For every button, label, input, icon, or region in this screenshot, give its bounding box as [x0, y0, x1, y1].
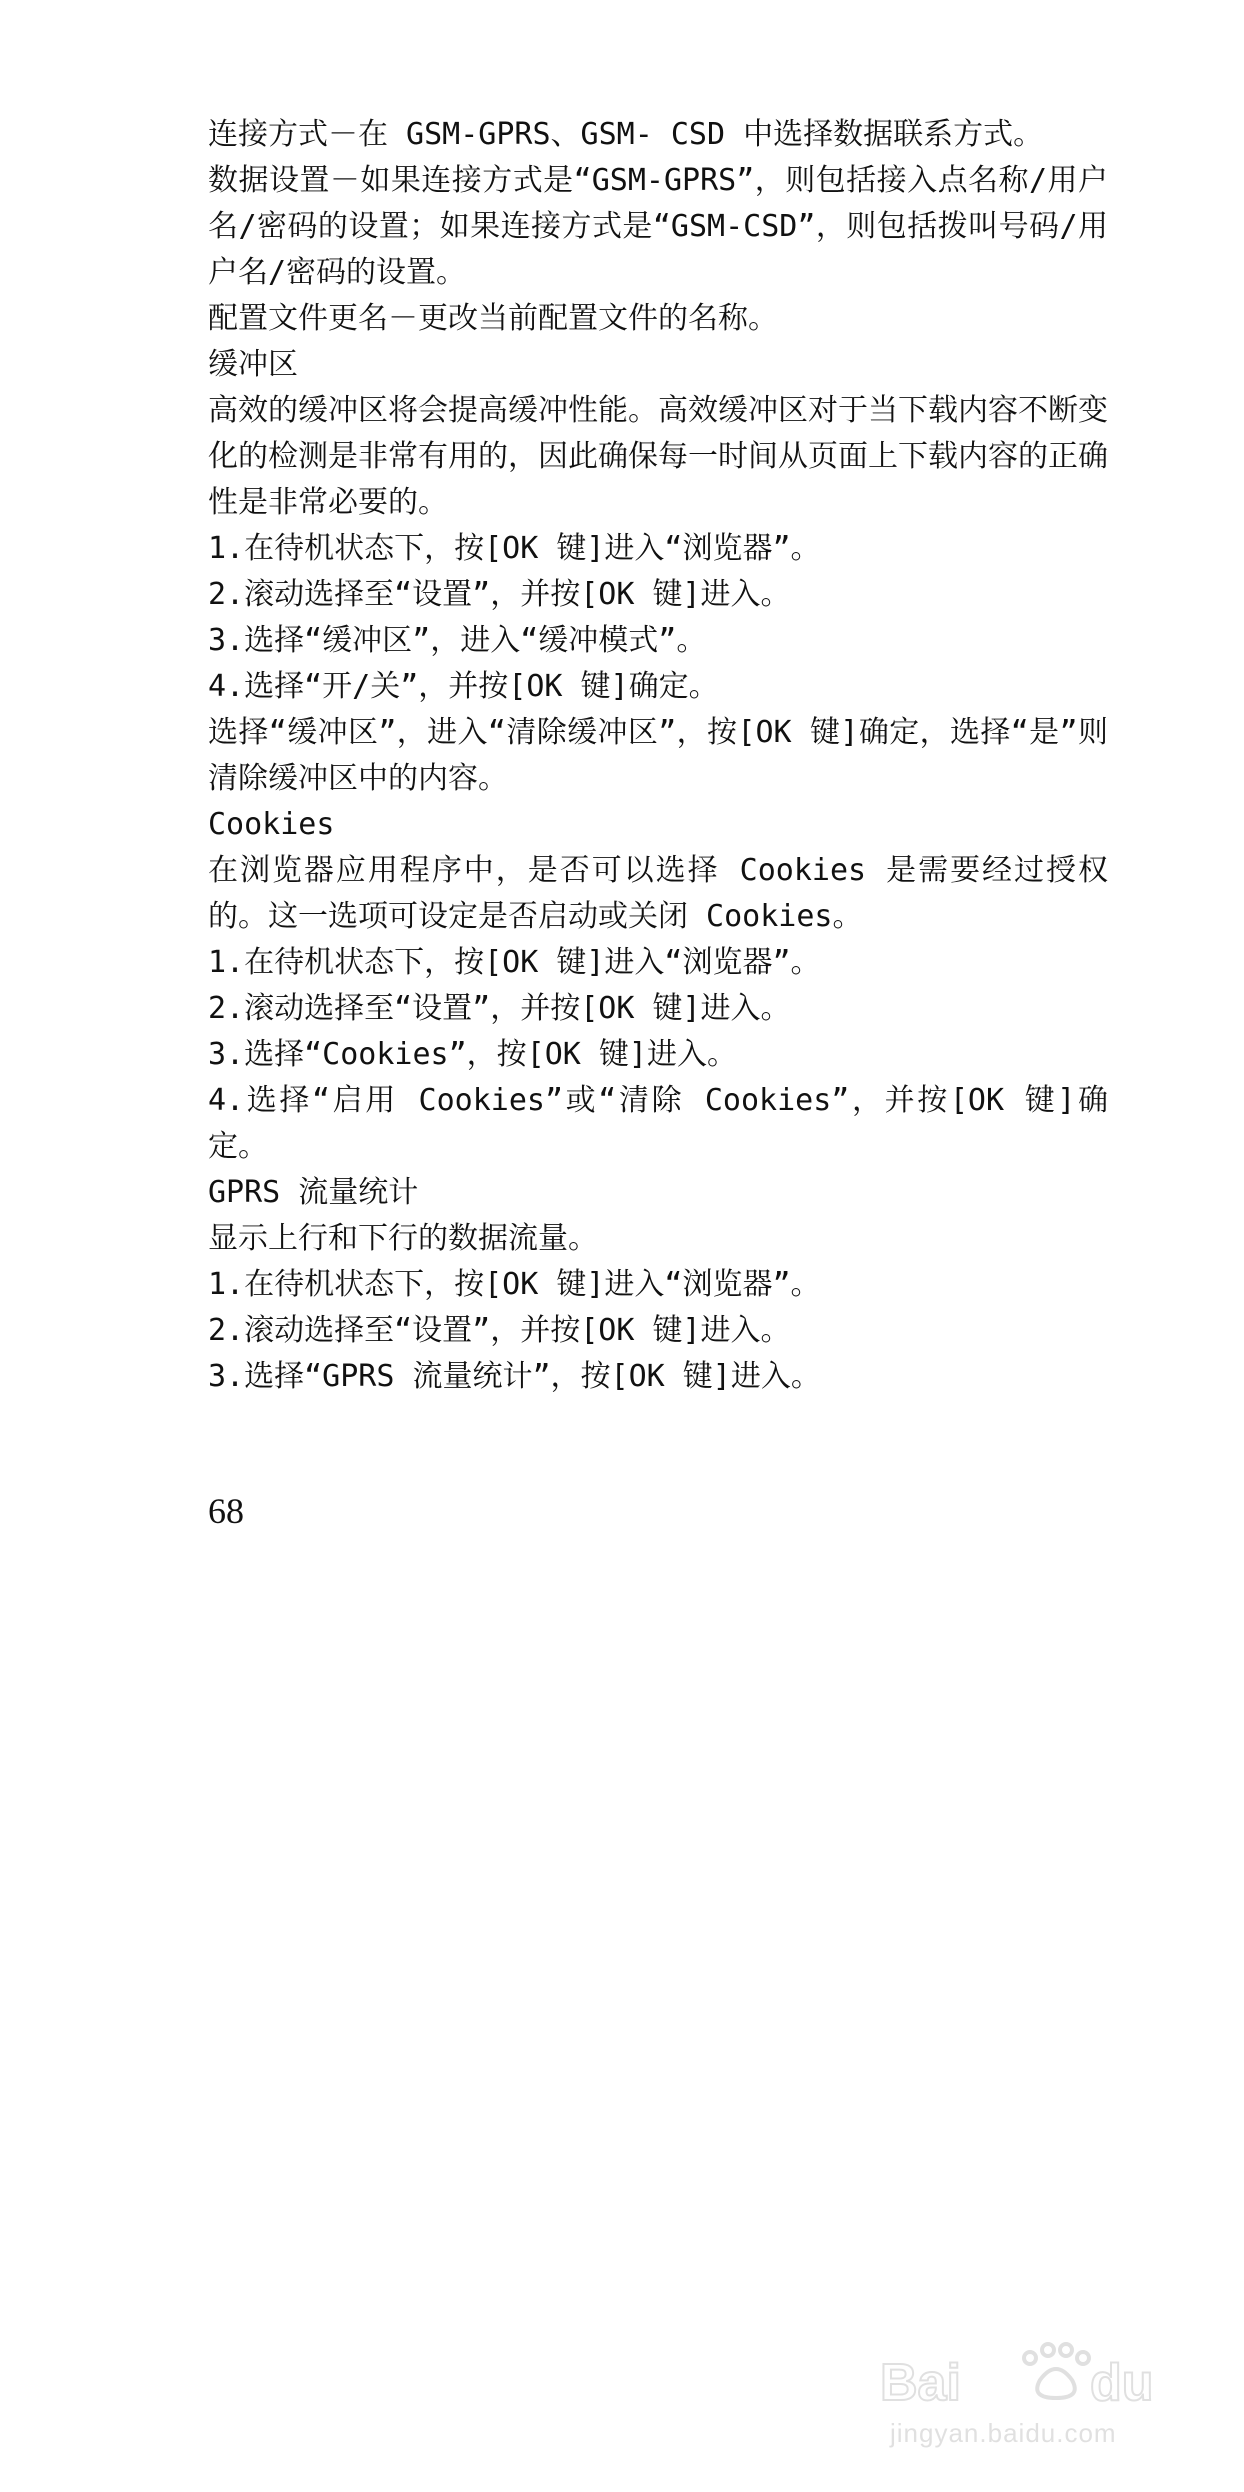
svg-text:du: du — [1090, 2354, 1154, 2410]
heading-gprs-stats: GPRS 流量统计 — [208, 1175, 419, 1210]
paragraph-connection-mode: 连接方式－在 GSM-GPRS、GSM- CSD 中选择数据联系方式。 — [208, 117, 1044, 152]
gprs-step-2: 2.滚动选择至“设置”，并按[OK 键]进入。 — [208, 1313, 791, 1348]
paragraph-profile-rename: 配置文件更名－更改当前配置文件的名称。 — [208, 301, 778, 336]
cache-step-3: 3.选择“缓冲区”，进入“缓冲模式”。 — [208, 623, 707, 658]
paragraph-clear-cache: 选择“缓冲区”，进入“清除缓冲区”，按[OK 键]确定，选择“是”则清除缓冲区中的内容。 — [208, 715, 1108, 796]
paragraph-cookies-description: 在浏览器应用程序中，是否可以选择 Cookies 是需要经过授权的。这一选项可设定是否启动或关闭 Cookies。 — [208, 853, 1108, 934]
cookies-step-3: 3.选择“Cookies”，按[OK 键]进入。 — [208, 1037, 737, 1072]
watermark-url: jingyan.baidu.com — [890, 2418, 1117, 2448]
cache-step-4: 4.选择“开/关”，并按[OK 键]确定。 — [208, 669, 719, 704]
cache-step-2: 2.滚动选择至“设置”，并按[OK 键]进入。 — [208, 577, 791, 612]
paragraph-data-settings: 数据设置－如果连接方式是“GSM-GPRS”，则包括接入点名称/用户名/密码的设置；如果连接方式是“GSM-CSD”，则包括拨叫号码/用户名/密码的设置。 — [208, 163, 1108, 290]
paragraph-gprs-stats-description: 显示上行和下行的数据流量。 — [208, 1221, 598, 1256]
gprs-step-1: 1.在待机状态下，按[OK 键]进入“浏览器”。 — [208, 1267, 821, 1302]
baidu-jingyan-watermark — [880, 2300, 1210, 2470]
cookies-step-4: 4.选择“启用 Cookies”或“清除 Cookies”，并按[OK 键]确定。 — [208, 1083, 1108, 1164]
gprs-step-3: 3.选择“GPRS 流量统计”，按[OK 键]进入。 — [208, 1359, 821, 1394]
baidu-logo-icon — [880, 2340, 1210, 2410]
paragraph-cache-description: 高效的缓冲区将会提高缓冲性能。高效缓冲区对于当下载内容不断变化的检测是非常有用的，因此确保每一时间从页面上下载内容的正确性是非常必要的。 — [208, 393, 1108, 520]
cookies-step-1: 1.在待机状态下，按[OK 键]进入“浏览器”。 — [208, 945, 821, 980]
svg-text:Bai: Bai — [880, 2354, 961, 2410]
document-body — [208, 112, 1108, 1400]
page-number: 68 — [208, 1491, 244, 1531]
cookies-step-2: 2.滚动选择至“设置”，并按[OK 键]进入。 — [208, 991, 791, 1026]
heading-cache: 缓冲区 — [208, 347, 298, 382]
heading-cookies: Cookies — [208, 807, 335, 842]
cache-step-1: 1.在待机状态下，按[OK 键]进入“浏览器”。 — [208, 531, 821, 566]
